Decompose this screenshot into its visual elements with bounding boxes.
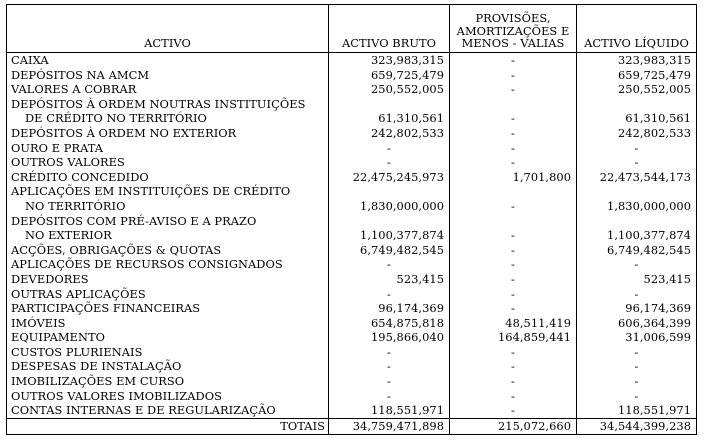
table-row (7, 316, 697, 331)
row-provisoes: - (450, 345, 577, 360)
row-label: DEVEDORES (7, 272, 329, 287)
row-provisoes: - (450, 82, 577, 97)
row-activo-bruto: - (329, 345, 450, 360)
row-provisoes: - (450, 301, 577, 316)
row-activo-liquido (577, 97, 697, 112)
row-provisoes: 1,701,800 (450, 170, 577, 185)
table-row (7, 389, 697, 404)
row-activo-liquido: 606,364,399 (577, 316, 697, 331)
totals-label: TOTAIS (7, 418, 329, 434)
table-row (7, 345, 697, 360)
table-row (7, 243, 697, 258)
row-activo-liquido: 523,415 (577, 272, 697, 287)
table-row (7, 374, 697, 389)
balance-sheet-table (6, 4, 697, 435)
row-activo-liquido: - (577, 155, 697, 170)
row-activo-bruto: 195,866,040 (329, 330, 450, 345)
table-row (7, 141, 697, 156)
row-activo-liquido: 31,006,599 (577, 330, 697, 345)
row-label: DEPÓSITOS COM PRÉ-AVISO E A PRAZO (7, 214, 329, 229)
row-label: CONTAS INTERNAS E DE REGULARIZAÇÃO (7, 403, 329, 418)
header-provisoes-line2: AMORTIZAÇÕES E (456, 23, 570, 38)
row-provisoes (450, 214, 577, 229)
table-row (7, 257, 697, 272)
table-row (7, 155, 697, 170)
totals-liquido: 34,544,399,238 (577, 418, 697, 434)
row-activo-bruto: 323,983,315 (329, 53, 450, 68)
row-activo-bruto: 96,174,369 (329, 301, 450, 316)
row-provisoes: - (450, 68, 577, 83)
row-activo-bruto: 118,551,971 (329, 403, 450, 418)
row-activo-bruto: - (329, 389, 450, 404)
table-row (7, 403, 697, 418)
row-activo-liquido: - (577, 374, 697, 389)
row-label: DEPÓSITOS NA AMCM (7, 68, 329, 83)
table-row (7, 68, 697, 83)
row-provisoes: - (450, 257, 577, 272)
row-label: OUTRAS APLICAÇÕES (7, 287, 329, 302)
row-activo-liquido: 250,552,005 (577, 82, 697, 97)
row-provisoes: - (450, 199, 577, 214)
row-provisoes: - (450, 359, 577, 374)
row-activo-liquido: 323,983,315 (577, 53, 697, 68)
row-activo-liquido: 1,100,377,874 (577, 228, 697, 243)
row-label: EQUIPAMENTO (7, 330, 329, 345)
row-activo-liquido: 61,310,561 (577, 111, 697, 126)
totals-provisoes: 215,072,660 (450, 418, 577, 434)
header-activo: ACTIVO (7, 5, 329, 53)
row-activo-bruto (329, 184, 450, 199)
row-activo-liquido: 22,473,544,173 (577, 170, 697, 185)
row-activo-liquido: 118,551,971 (577, 403, 697, 418)
row-activo-bruto (329, 214, 450, 229)
row-label: NO TERRITÓRIO (7, 199, 329, 214)
row-activo-liquido: 6,749,482,545 (577, 243, 697, 258)
table-row (7, 82, 697, 97)
table-row (7, 301, 697, 316)
row-label: OUTROS VALORES IMOBILIZADOS (7, 389, 329, 404)
row-activo-bruto: 1,100,377,874 (329, 228, 450, 243)
row-activo-bruto: 1,830,000,000 (329, 199, 450, 214)
table-body (7, 53, 697, 419)
row-activo-bruto: - (329, 155, 450, 170)
row-provisoes (450, 184, 577, 199)
row-provisoes: - (450, 272, 577, 287)
row-activo-bruto: 654,875,818 (329, 316, 450, 331)
row-activo-liquido: - (577, 141, 697, 156)
table-row (7, 111, 697, 126)
table-row (7, 53, 697, 68)
row-label: OUTROS VALORES (7, 155, 329, 170)
row-activo-bruto: 22,475,245,973 (329, 170, 450, 185)
table-row (7, 214, 697, 229)
row-provisoes: - (450, 111, 577, 126)
table-row (7, 97, 697, 112)
header-provisoes (450, 5, 577, 53)
header-activo-liquido: ACTIVO LÍQUIDO (577, 5, 697, 53)
row-label: VALORES A COBRAR (7, 82, 329, 97)
row-activo-bruto: - (329, 287, 450, 302)
table-row (7, 359, 697, 374)
row-label: DESPESAS DE INSTALAÇÃO (7, 359, 329, 374)
table-row (7, 170, 697, 185)
row-label: IMÓVEIS (7, 316, 329, 331)
row-provisoes: - (450, 141, 577, 156)
table-row (7, 199, 697, 214)
row-label: OURO E PRATA (7, 141, 329, 156)
row-activo-bruto: - (329, 374, 450, 389)
row-provisoes: - (450, 243, 577, 258)
header-provisoes-line1: PROVISÕES, (475, 11, 551, 26)
row-activo-liquido (577, 184, 697, 199)
row-label: IMOBILIZAÇÕES EM CURSO (7, 374, 329, 389)
row-activo-liquido: - (577, 345, 697, 360)
row-provisoes: 48,511,419 (450, 316, 577, 331)
totals-bruto: 34,759,471,898 (329, 418, 450, 434)
row-provisoes: 164,859,441 (450, 330, 577, 345)
row-activo-bruto: - (329, 359, 450, 374)
header-provisoes-line3: MENOS - VALIAS (461, 36, 565, 51)
row-label: NO EXTERIOR (7, 228, 329, 243)
row-provisoes: - (450, 155, 577, 170)
row-activo-liquido: 96,174,369 (577, 301, 697, 316)
table-row (7, 228, 697, 243)
row-label: DE CRÉDITO NO TERRITÓRIO (7, 111, 329, 126)
row-provisoes (450, 97, 577, 112)
row-activo-bruto: - (329, 141, 450, 156)
table-row (7, 330, 697, 345)
row-activo-liquido: 1,830,000,000 (577, 199, 697, 214)
row-activo-bruto: 61,310,561 (329, 111, 450, 126)
row-activo-liquido: - (577, 359, 697, 374)
row-provisoes: - (450, 126, 577, 141)
row-activo-liquido (577, 214, 697, 229)
header-row (7, 5, 697, 53)
header-activo-bruto: ACTIVO BRUTO (329, 5, 450, 53)
row-activo-bruto: 242,802,533 (329, 126, 450, 141)
row-label: DEPÓSITOS À ORDEM NO EXTERIOR (7, 126, 329, 141)
row-activo-bruto: 523,415 (329, 272, 450, 287)
row-label: APLICAÇÕES DE RECURSOS CONSIGNADOS (7, 257, 329, 272)
row-activo-liquido: - (577, 257, 697, 272)
totals-row (7, 418, 697, 434)
row-label: ACÇÕES, OBRIGAÇÕES & QUOTAS (7, 243, 329, 258)
row-provisoes: - (450, 389, 577, 404)
row-provisoes: - (450, 374, 577, 389)
row-label: DEPÓSITOS À ORDEM NOUTRAS INSTITUIÇÕES (7, 97, 329, 112)
row-activo-liquido: - (577, 287, 697, 302)
row-activo-bruto: - (329, 257, 450, 272)
row-provisoes: - (450, 287, 577, 302)
row-activo-liquido: - (577, 389, 697, 404)
table-row (7, 184, 697, 199)
row-activo-bruto: 250,552,005 (329, 82, 450, 97)
table-row (7, 272, 697, 287)
row-label: CRÉDITO CONCEDIDO (7, 170, 329, 185)
row-provisoes: - (450, 228, 577, 243)
row-activo-bruto: 659,725,479 (329, 68, 450, 83)
row-label: CUSTOS PLURIENAIS (7, 345, 329, 360)
row-label: PARTICIPAÇÕES FINANCEIRAS (7, 301, 329, 316)
row-activo-liquido: 242,802,533 (577, 126, 697, 141)
row-provisoes: - (450, 403, 577, 418)
row-provisoes: - (450, 53, 577, 68)
row-activo-bruto (329, 97, 450, 112)
table-row (7, 287, 697, 302)
row-label: CAIXA (7, 53, 329, 68)
row-activo-liquido: 659,725,479 (577, 68, 697, 83)
row-label: APLICAÇÕES EM INSTITUIÇÕES DE CRÉDITO (7, 184, 329, 199)
table-row (7, 126, 697, 141)
row-activo-bruto: 6,749,482,545 (329, 243, 450, 258)
